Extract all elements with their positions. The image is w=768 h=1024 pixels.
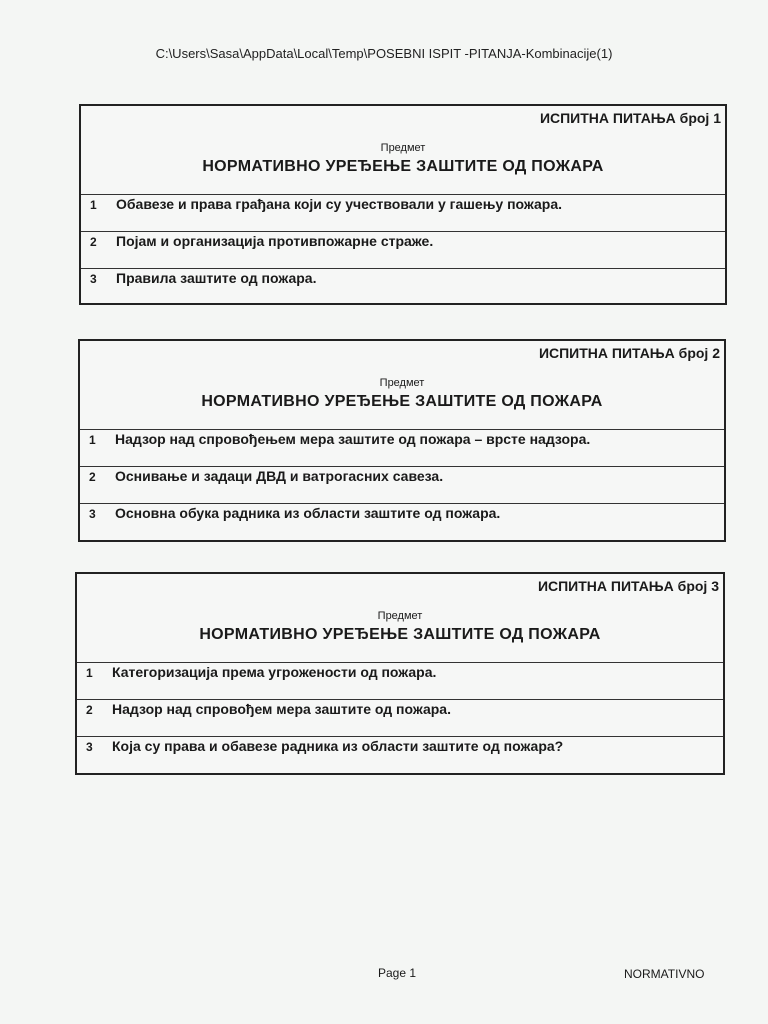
question-number: 3 <box>89 507 96 521</box>
card-header <box>77 574 723 663</box>
exam-card-2 <box>78 339 726 542</box>
subject-title: НОРМАТИВНО УРЕЂЕЊЕ ЗАШТИТЕ ОД ПОЖАРА <box>201 393 603 410</box>
subject-label: Предмет <box>380 142 426 154</box>
card-header <box>80 341 724 430</box>
question-text: Појам и организација противпожарне страже. <box>116 233 434 249</box>
question-row <box>77 663 723 700</box>
footer-document-name: NORMATIVNO <box>624 967 705 981</box>
question-text: Категоризација према угрожености од пожара. <box>112 664 437 680</box>
card-number-label: ИСПИТНА ПИТАЊА број 1 <box>539 110 721 126</box>
question-number: 1 <box>89 433 96 447</box>
question-row <box>81 232 725 269</box>
subject-label: Предмет <box>377 610 423 622</box>
card-number-label: ИСПИТНА ПИТАЊА број 2 <box>538 345 720 361</box>
question-number: 2 <box>90 235 97 249</box>
subject-label: Предмет <box>379 377 425 389</box>
question-text: Надзор над спровођем мера заштите од пожара. <box>112 701 451 717</box>
card-header <box>81 106 725 195</box>
question-number: 1 <box>86 666 93 680</box>
question-text: Правила заштите од пожара. <box>116 270 317 286</box>
question-number: 3 <box>86 740 93 754</box>
question-text: Основна обука радника из области заштите од пожара. <box>115 505 501 521</box>
question-number: 3 <box>90 272 97 286</box>
question-number: 2 <box>86 703 93 717</box>
question-row <box>81 269 725 306</box>
question-row <box>80 504 724 541</box>
question-text: Обавезе и права грађана који су учествовали у гашењу пожара. <box>116 196 563 212</box>
question-row <box>80 430 724 467</box>
question-text: Надзор над спровођењем мера заштите од пожара – врсте надзора. <box>115 431 591 447</box>
question-row <box>80 467 724 504</box>
question-number: 2 <box>89 470 96 484</box>
exam-card-1 <box>79 104 727 305</box>
subject-title: НОРМАТИВНО УРЕЂЕЊЕ ЗАШТИТЕ ОД ПОЖАРА <box>202 158 604 175</box>
question-text: Која су права и обавезе радника из области заштите од пожара? <box>112 738 564 754</box>
question-row <box>77 700 723 737</box>
exam-card-3 <box>75 572 725 775</box>
question-row <box>81 195 725 232</box>
question-number: 1 <box>90 198 97 212</box>
page-number: Page 1 <box>378 966 417 980</box>
question-row <box>77 737 723 774</box>
card-number-label: ИСПИТНА ПИТАЊА број 3 <box>537 578 719 594</box>
question-text: Оснивање и задаци ДВД и ватрогасних савеза. <box>115 468 444 484</box>
file-path-header: C:\Users\Sasa\AppData\Local\Temp\POSEBNI ISPIT -PITANJA-Kombinacije(1) <box>155 46 613 61</box>
subject-title: НОРМАТИВНО УРЕЂЕЊЕ ЗАШТИТЕ ОД ПОЖАРА <box>199 626 601 643</box>
